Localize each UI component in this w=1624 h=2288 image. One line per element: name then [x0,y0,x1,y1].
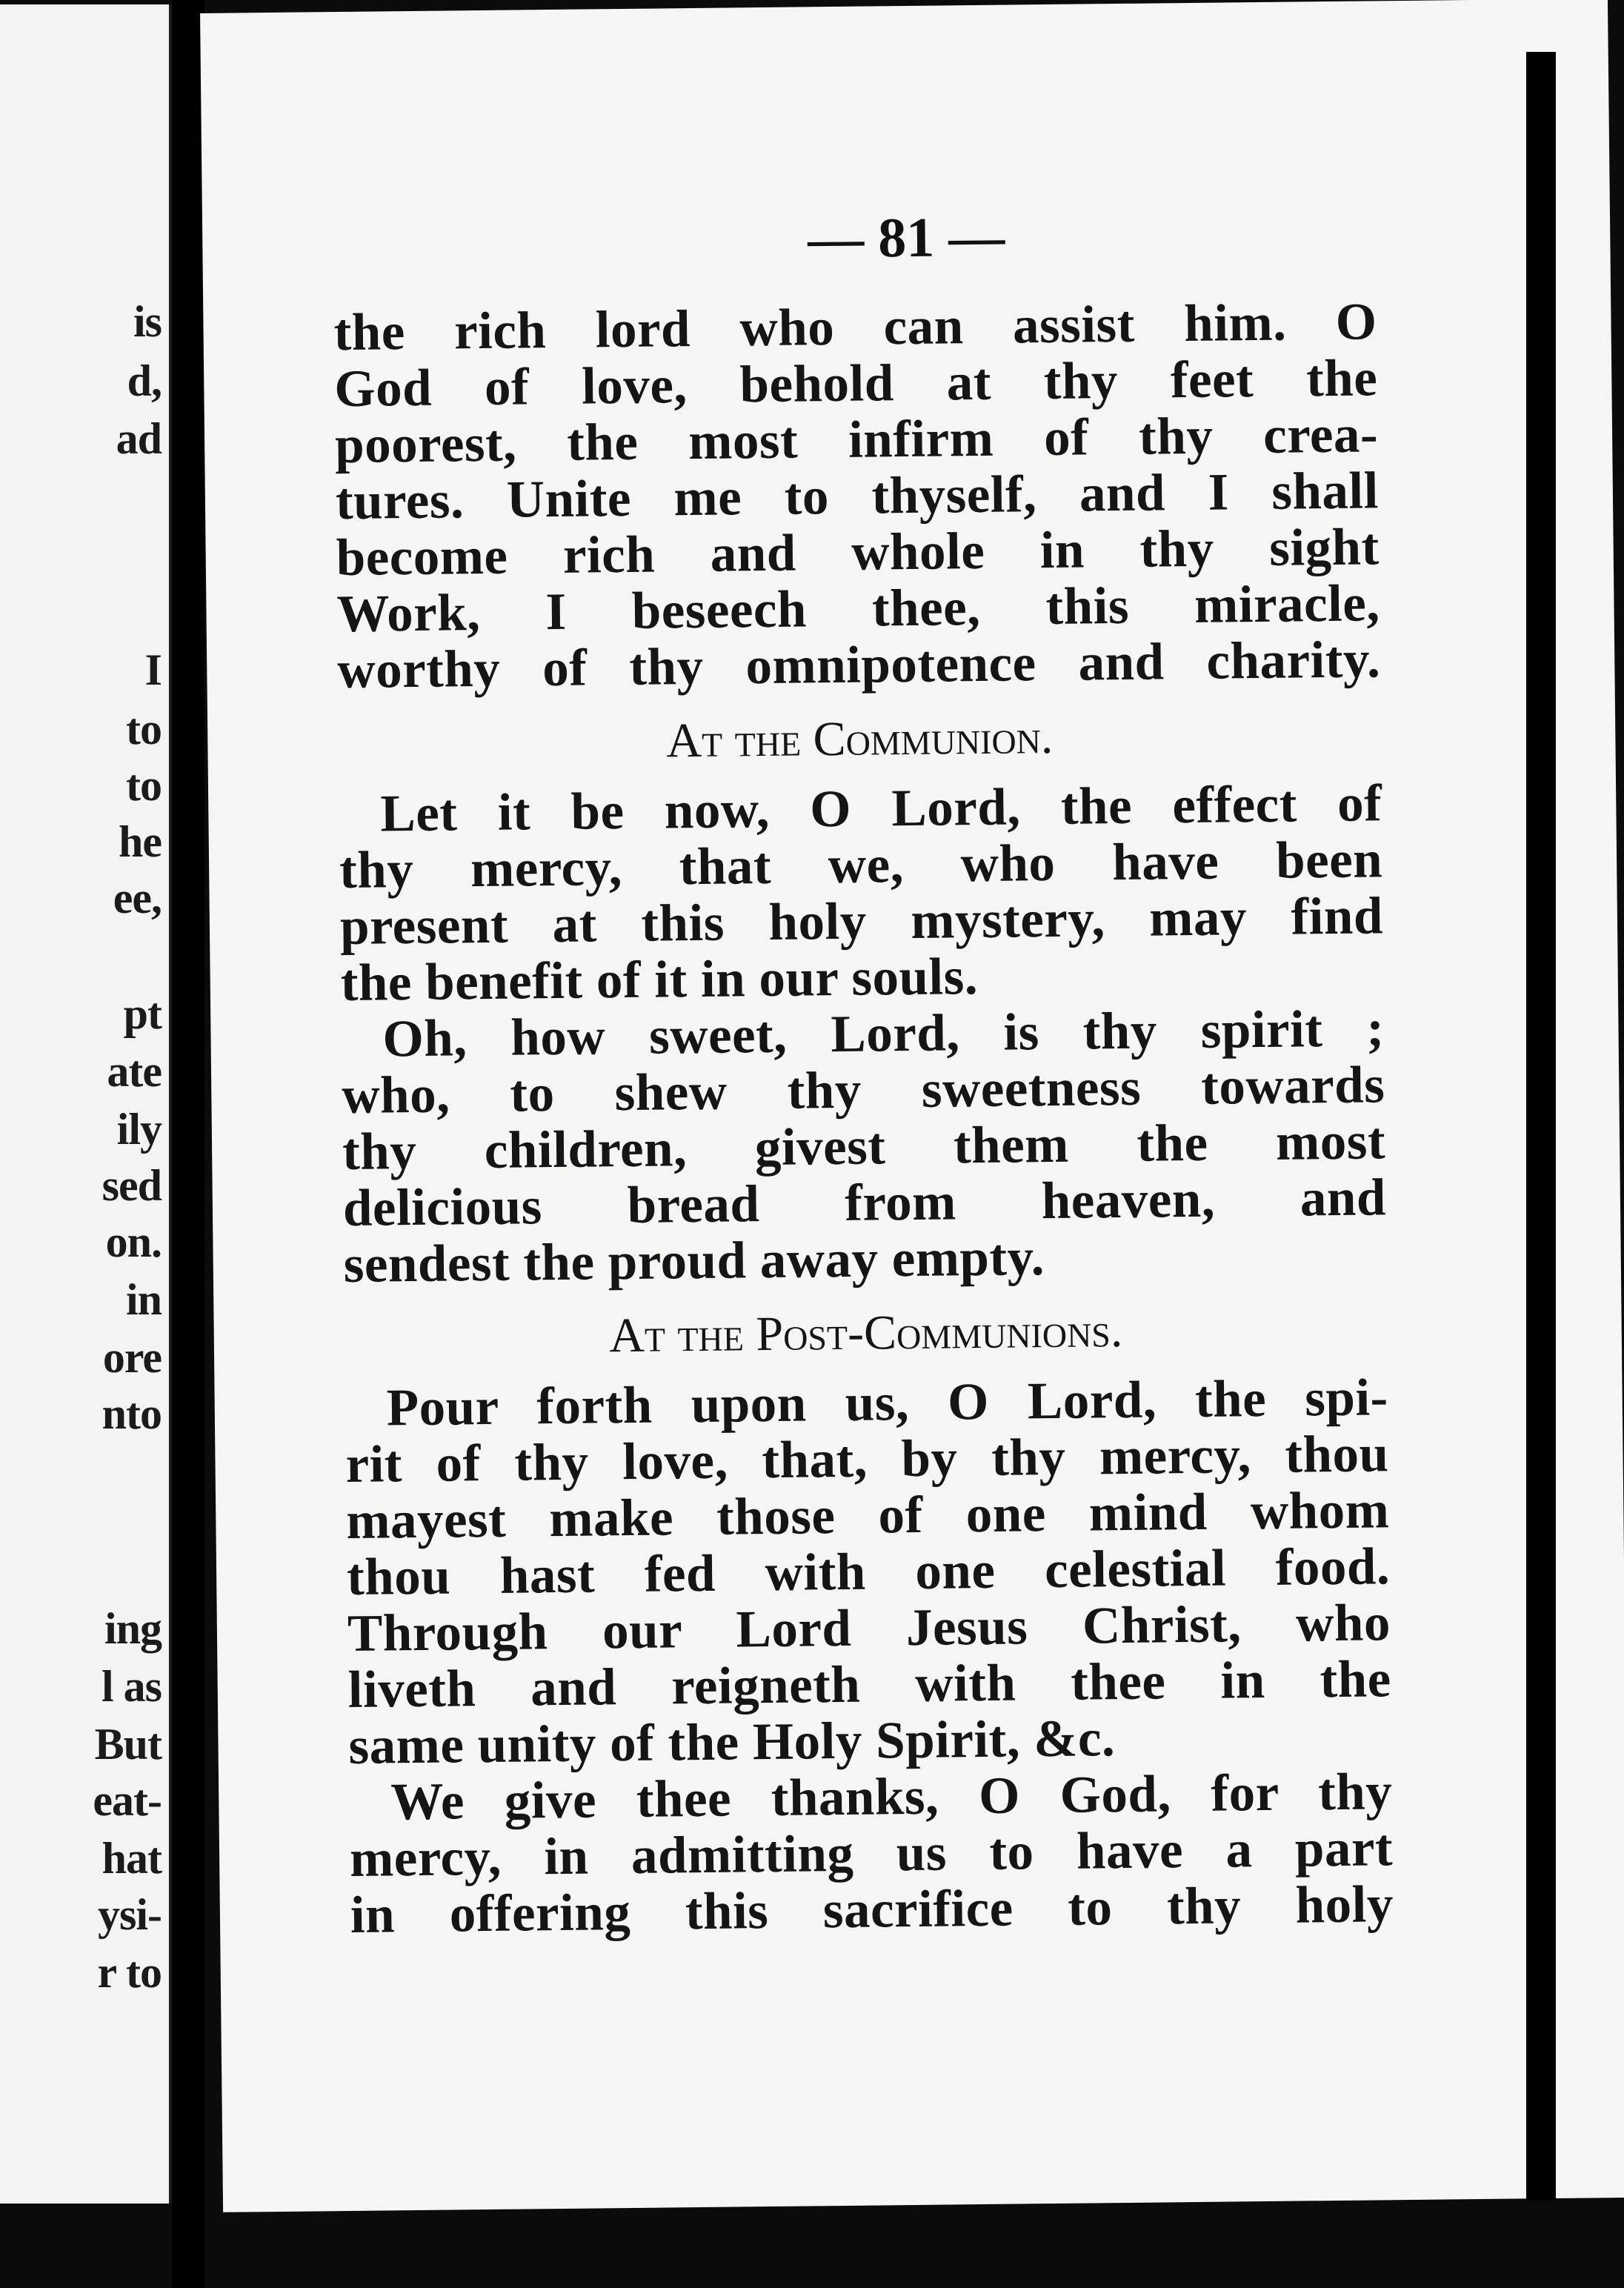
facing-page-fragment: d, [127,356,162,405]
paragraph-communion-antiphon [341,1000,1387,1293]
text-line: We give thee thanks, O God, for thy [390,1763,1393,1832]
text-line: same unity of the Holy Spirit, &c. [348,1709,1116,1775]
facing-page-fragment: nto [102,1389,162,1438]
text-line: rit of thy love, that, by thy mercy, thou [345,1425,1389,1494]
text-line: God of love, behold at thy feet the [333,349,1378,419]
binding-mark [184,301,204,326]
facing-page-fragment: ysi- [98,1890,162,1939]
page-edge-shadow [1526,52,1556,2201]
text-line: Pour forth upon us, O Lord, the spi- [386,1369,1389,1437]
text-line: thou hast fed with one celestial food. [346,1537,1391,1606]
heading-communion: At the Communion. [666,709,1054,768]
paragraph-communion [339,775,1384,1011]
text-line: sendest the proud away empty. [343,1228,1045,1294]
facing-page-fragment: I [144,645,162,694]
text-line: tures. Unite me to thyself, and I shall [335,462,1380,531]
facing-page-fragment: to [126,761,162,810]
facing-page-fragment: to [126,705,162,754]
text-line: mercy, in admitting us to have a part [349,1819,1394,1888]
facing-page-fragment: ing [104,1604,162,1653]
book-gutter [172,0,204,2288]
facing-page-fragment: in [125,1275,162,1324]
facing-page-fragment: ate [107,1047,162,1096]
facing-page-fragment: pt [123,989,162,1038]
text-line: liveth and reigneth with thee in the [347,1650,1392,1719]
text-line: Let it be now, O Lord, the effect of [379,774,1382,843]
text-line: poorest, the most infirm of thy crea- [334,405,1379,475]
text-line: become rich and whole in thy sight [336,518,1380,588]
paragraph-post-communion [345,1369,1391,1775]
facing-page-fragment: on. [105,1217,162,1266]
heading-post-communions: At the Post-Communions. [608,1303,1123,1363]
text-line: the rich lord who can assist him. O [333,293,1377,362]
facing-page-fragment: ee, [113,874,162,922]
page-number: — 81 — [807,205,1005,270]
text-line: thy children, givest them the most [342,1112,1386,1182]
paragraph-prayer-continued [333,293,1380,699]
facing-page-fragment: hat [102,1834,162,1883]
text-line: Oh, how sweet, Lord, is thy spirit ; [382,1000,1385,1068]
text-line: worthy of thy omnipotence and charity. [336,631,1381,700]
facing-page-fragment: is [133,297,162,346]
text-line: who, to shew thy sweetness towards [341,1056,1385,1125]
text-line: mayest make those of one mind whom [345,1481,1390,1550]
facing-page-fragment: sed [102,1161,162,1210]
text-line: the benefit of it in our souls. [340,948,979,1013]
text-line: present at this holy mystery, may find [339,887,1384,957]
paragraph-thanksgiving [349,1763,1394,1943]
facing-page-fragment: l as [101,1662,162,1711]
facing-page-fragment: he [119,817,162,866]
text-line: delicious bread from heaven, and [342,1168,1387,1238]
facing-page-fragment: eat- [93,1776,162,1825]
text-line: thy mercy, that we, who have been [339,831,1383,900]
facing-page-fragment: ad [116,414,162,463]
page-body [333,293,1394,1943]
text-line: Work, I beseech thee, this miracle, [336,574,1380,644]
facing-page-fragment: r to [97,1948,162,1997]
facing-page-fragment: ore [102,1333,162,1382]
text-line: Through our Lord Jesus Christ, who [347,1594,1391,1663]
book-page [200,0,1624,2212]
facing-page [0,4,173,2204]
text-line: in offering this sacrifice to thy holy [350,1875,1394,1944]
facing-page-fragment: ily [116,1105,162,1154]
facing-page-fragment: But [94,1720,162,1769]
